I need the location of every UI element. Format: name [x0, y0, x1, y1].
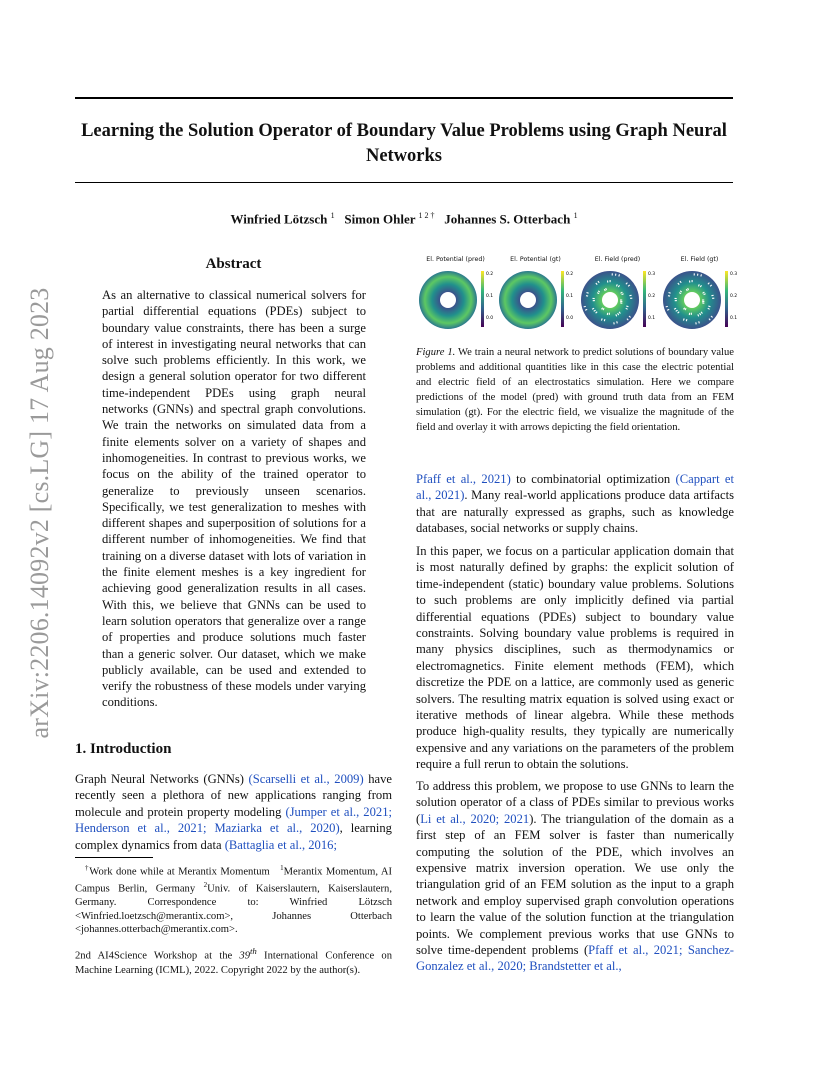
figure-panel	[578, 256, 657, 336]
field-arrow	[620, 303, 622, 304]
text-run: to combinatorial optimization	[510, 472, 676, 486]
figure-panel-plot	[416, 267, 495, 333]
citation-link[interactable]: (Battaglia et al., 2016;	[224, 837, 337, 852]
arxiv-stamp	[25, 265, 55, 760]
field-arrow	[666, 306, 668, 307]
field-arrow	[701, 274, 702, 276]
colorbar-tick-label: 0.1	[648, 316, 656, 321]
text-run: have recently seen a plethora of new applications ranging from molecule and protein property modeling	[75, 772, 392, 819]
field-arrow	[699, 321, 700, 323]
inner-hole	[520, 292, 536, 308]
colorbar-tick-label: 0.1	[486, 294, 494, 299]
figure-panel-title: El. Field (pred)	[594, 256, 641, 263]
body-paragraph	[416, 778, 734, 975]
footnote-rule	[75, 857, 153, 858]
colorbar-tick-label: 0.2	[648, 294, 656, 299]
footnote-affil-1: Merantix Momentum, AI Campus Berlin, Germany	[75, 866, 392, 895]
venue-ordinal-suffix: th	[249, 946, 257, 956]
body-paragraph	[416, 471, 734, 537]
figure-panel	[496, 256, 575, 336]
author-affiliation: 1	[330, 211, 335, 220]
colorbar-tick-label: 0.1	[730, 316, 738, 321]
field-arrow	[669, 293, 671, 294]
paper-title: Learning the Solution Operator of Boundary Value Problems using Graph Neural Networks	[81, 121, 727, 166]
colorbar-tick-label: 0.3	[730, 272, 738, 277]
author-affiliation: 1 2 †	[418, 211, 435, 220]
field-arrow	[619, 274, 620, 276]
abstract-body: As an alternative to classical numerical solvers for partial differential equations (PDEs) subject to boundary value constraints, there has been a surge of interest in investigating neural networks that can solve such problems efficiently. In this work, we design a general solution operator for two different time-independent PDEs using graph neural networks (GNNs) and spectral graph convolutions. We train the networks on simulated data from a finite elements solver on a variety of shapes and inhomogeneities. In contrast to previous works, we focus on the ability of the trained operator to generalize to previously unseen scenarios. Specifically, we test generalization to meshes with different shapes and superposition of solutions for a different number of inhomogeneities. We find that training on a diverse dataset with lots of variation in the finite element meshes is a key ingredient for achieving good generalization results in all cases. With this, we believe that GNNs can be used to learn solution operators that generalize over a range of properties and produce solutions much faster than a generic solver. Our dataset, which we make publicly available, can be used and extended to verify the robustness of these models under varying conditions.	[102, 288, 366, 710]
inner-hole	[684, 292, 700, 308]
colorbar	[561, 271, 564, 327]
field-arrow	[606, 288, 607, 290]
figure-caption-text: We train a neural network to predict solutions of boundary value problems and additional quantities like in this case the electric potential and electric field of an electrostatics simulation. Here we compare predictions of the model (pred) with ground truth data from an FEM simulation (gt). For the electric field, we visualize the magnitude of the field and overlay it with arrows depicting the field orientation.	[416, 347, 734, 434]
footnote-affil-2: Univ. of Kaiserslautern, Kaiserslautern, Germany.	[75, 883, 392, 909]
field-arrow	[604, 319, 605, 321]
figure-panel-title: El. Potential (pred)	[426, 256, 485, 263]
field-arrow	[587, 293, 589, 294]
citation-link[interactable]: Li et al., 2020; 2021	[420, 811, 530, 826]
figure-1	[416, 256, 738, 336]
footnote	[75, 862, 392, 937]
affil-mark: 2	[203, 881, 208, 890]
venue-text: International Conference on Machine Learning (ICML), 2022. Copyright 2022 by the author(s).	[75, 950, 392, 976]
author-list	[75, 211, 733, 227]
introduction-paragraph	[75, 771, 392, 853]
citation-link[interactable]: Pfaff et al., 2021)	[416, 472, 511, 486]
figure-panel-plot	[660, 267, 739, 333]
text-run: . Many real-world applications produce data artifacts that are naturally expressed as graphs, such as knowledge databases, social networks or supply chains.	[416, 488, 735, 536]
author-name: Johannes S. Otterbach	[444, 211, 571, 227]
dagger-mark: †	[85, 864, 90, 872]
figure-panel-plot	[578, 267, 657, 333]
citation-link[interactable]: (Jumper et al., 2021; Henderson et al., 2021; Maziarka et al., 2020)	[75, 804, 392, 836]
field-arrow	[617, 321, 618, 323]
figure-panel-title: El. Field (gt)	[680, 256, 719, 263]
field-arrow	[601, 319, 602, 321]
body-paragraph: In this paper, we focus on a particular application domain that is most naturally defined by graphs: the explicit solution of time-independent (static) boundary value problems. Solutions to such problems are only implicitly defined via partial differential equations (PDEs) subject to boundary value constraints. Solving boundary value problems is required in many physics disciplines, such as thermodynamics or electromagnetics. Finite element methods (FEM), which discretize the PDE on a lattice, are commonly used as generic solvers. The resulting matrix equation is solved using exact or iterative methods of linear algebra. While these methods produce high-quality results, they typically are numerically expensive and any variations on the parameters of the problem require a full rerun to obtain the solutions.	[416, 544, 734, 772]
field-arrow	[686, 319, 687, 321]
text-run: To address this problem, we propose to use GNNs to learn the solution operator of a class of PDEs similar to previous works (	[416, 779, 734, 826]
author-name: Simon Ohler	[344, 211, 416, 227]
affil-mark: 1	[280, 864, 284, 872]
colorbar-tick-label: 0.2	[566, 272, 574, 277]
colorbar	[725, 271, 728, 327]
abstract-heading: Abstract	[205, 256, 262, 272]
field-arrow	[688, 288, 689, 290]
venue-notice	[75, 944, 392, 978]
colorbar-tick-label: 0.3	[648, 272, 656, 277]
text-run: ). The triangulation of the domain as a first step of an FEM solver is faster than numerically computing the solution of the PDE, which involves an expensive matrix inversion operation. We use only the triangulation grid of an FEM solution as the input to a graph network and employ supervised graph convolution operations to learn the value of the solution function at the triangulation points. We complement previous works that use GNNs to solve time-dependent problems (	[416, 811, 734, 958]
colorbar	[643, 271, 646, 327]
venue-text: 2nd AI4Science Workshop at the	[75, 950, 240, 962]
field-arrow	[584, 306, 586, 307]
colorbar-tick-label: 0.0	[486, 316, 494, 321]
colorbar-tick-label: 0.1	[566, 294, 574, 299]
figure-caption-label: Figure 1.	[416, 347, 456, 358]
author-affiliation: 1	[573, 211, 578, 220]
field-arrow	[626, 306, 628, 307]
figure-panel-plot	[496, 267, 575, 333]
citation-link[interactable]: (Scarselli et al., 2009)	[248, 772, 364, 786]
field-arrow	[708, 306, 710, 307]
text-run: Graph Neural Networks (GNNs)	[75, 772, 249, 786]
colorbar-tick-label: 0.2	[486, 272, 494, 277]
footnote-correspondence: Correspondence to: Winfried Lötzsch <Winfried.loetzsch@merantix.com>, Johannes Otterbach <johannes.otterbach@merantix.com>.	[75, 897, 392, 936]
arxiv-stamp-text: arXiv:2206.14092v2 [cs.LG] 17 Aug 2023	[25, 287, 54, 738]
colorbar-tick-label: 0.2	[730, 294, 738, 299]
section-heading-introduction: 1. Introduction	[75, 741, 172, 757]
citation-link[interactable]: Pfaff et al., 2021; Sanchez-Gonzalez et al., 2020; Brandstetter et al.,	[416, 943, 734, 974]
text-run: , learning complex dynamics from data	[75, 821, 392, 852]
title-rule-top	[75, 97, 733, 99]
citation-link[interactable]: (Cappart et al., 2021)	[416, 472, 734, 503]
figure-panel-title: El. Potential (gt)	[510, 256, 561, 263]
field-arrow	[683, 319, 684, 321]
figure-caption	[416, 345, 734, 436]
colorbar	[481, 271, 484, 327]
inner-hole	[602, 292, 618, 308]
venue-ordinal: 39	[239, 950, 250, 962]
footnote-work-note: Work done while at Merantix Momentum	[89, 866, 270, 878]
author-name: Winfried Lötzsch	[230, 211, 328, 227]
title-rule-bottom	[75, 182, 733, 183]
colorbar-tick-label: 0.0	[566, 316, 574, 321]
figure-panel	[416, 256, 495, 336]
field-arrow	[702, 303, 704, 304]
figure-panel	[660, 256, 739, 336]
inner-hole	[440, 292, 456, 308]
